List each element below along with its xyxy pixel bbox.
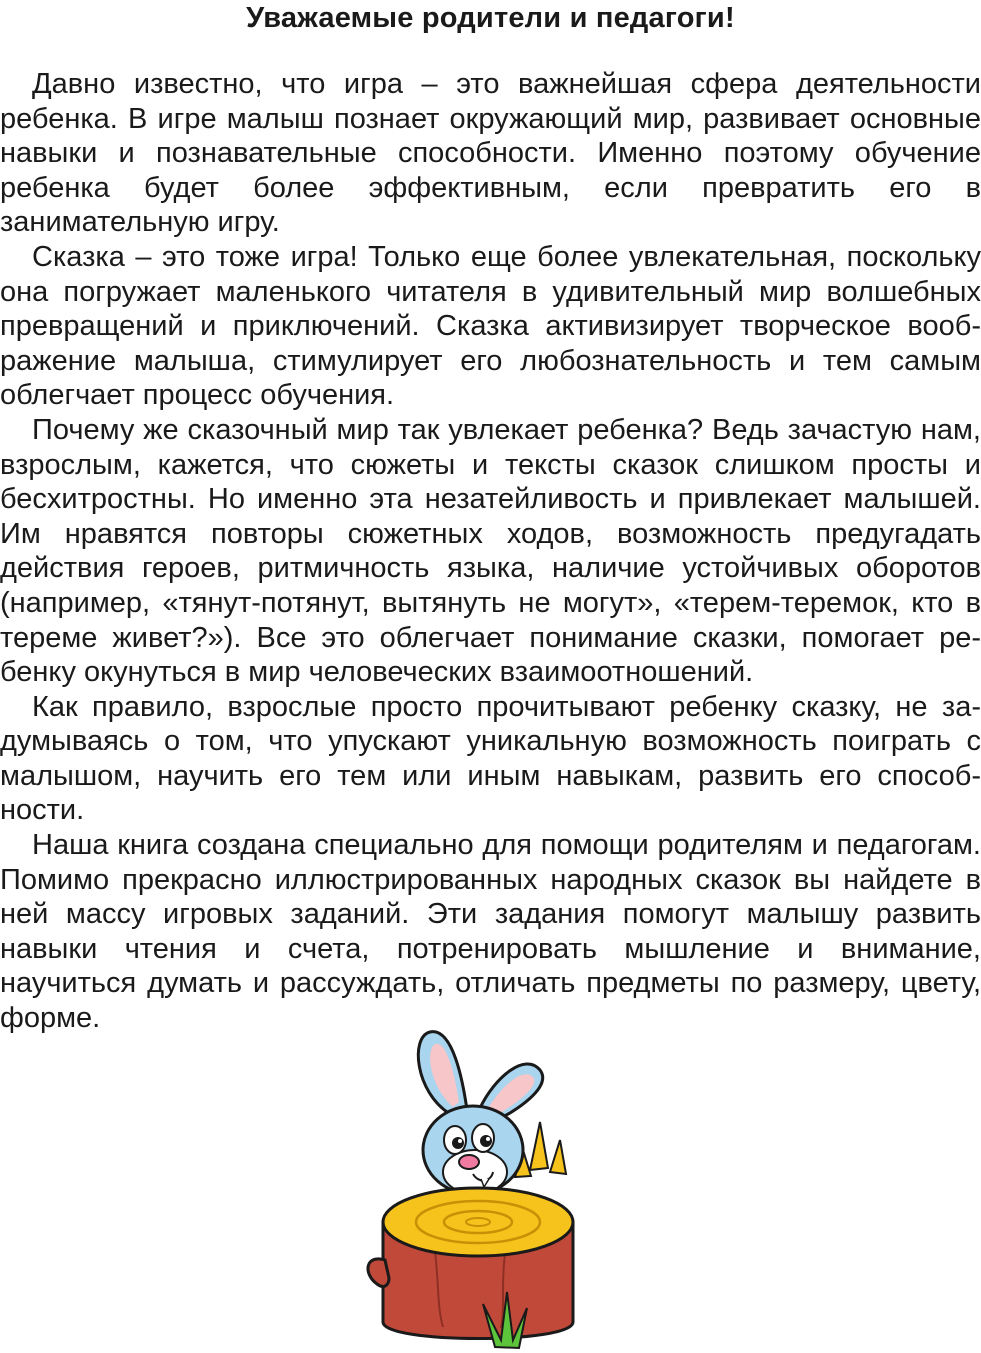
paragraph-4: Как правило, взрослые просто прочитывают ребенку сказку, не задумываясь о том, что упускают уникальную возможность поиграть с малышом, научить его тем или иным навыкам, развить его способности. (0, 690, 981, 827)
paragraph-3: Почему же сказочный мир так увлекает ребенка? Ведь зачастую нам, взрослым, кажется, что сюжеты и тексты сказок слишком просты и бесхитростны. Но именно эта незатейливость и привлекает малышей. Им нравятся повторы сюжетных ходов, возможность предугадать действия героев, ритмичность языка, наличие устойчивых оборотов (например, «тянут-потянут, вытянуть не могут», «терем-теремок, кто в тереме живет?»). Все это облегчает понимание сказки, помогает ребенку окунуться в мир человеческих взаимоотношений. (0, 413, 981, 689)
bunny-on-stump-illustration (355, 1022, 600, 1353)
page-title: Уважаемые родители и педагоги! (246, 2, 735, 34)
paragraph-1: Давно известно, что игра – это важнейшая сфера деятельности ребенка. В игре малыш познает окружающий мир, развивает основные навыки и познавательные способности. Именно поэтому обучение ребенка будет более эффективным, если превратить его в занимательную игру. (0, 68, 981, 239)
paragraph-2: Сказка – это тоже игра! Только еще более увлекательная, поскольку она погружает маленького читателя в удивительный мир волшебных превращений и приключений. Сказка активизирует творческое воображение малыша, стимулирует его любознательность и тем самым облегчает процесс обучения. (0, 240, 981, 412)
tree-stump (368, 1188, 573, 1339)
paragraph-5: Наша книга создана специально для помощи родителям и педагогам. Помимо прекрасно иллюстрированных народных сказок вы найдете в ней массу игровых заданий. Эти задания помогут малышу развить навыки чтения и счета, потренировать мышление и внимание, научиться думать и рассуждать, отличать предметы по размеру, цвету, форме. (0, 829, 981, 1035)
body-text (0, 67, 981, 1036)
